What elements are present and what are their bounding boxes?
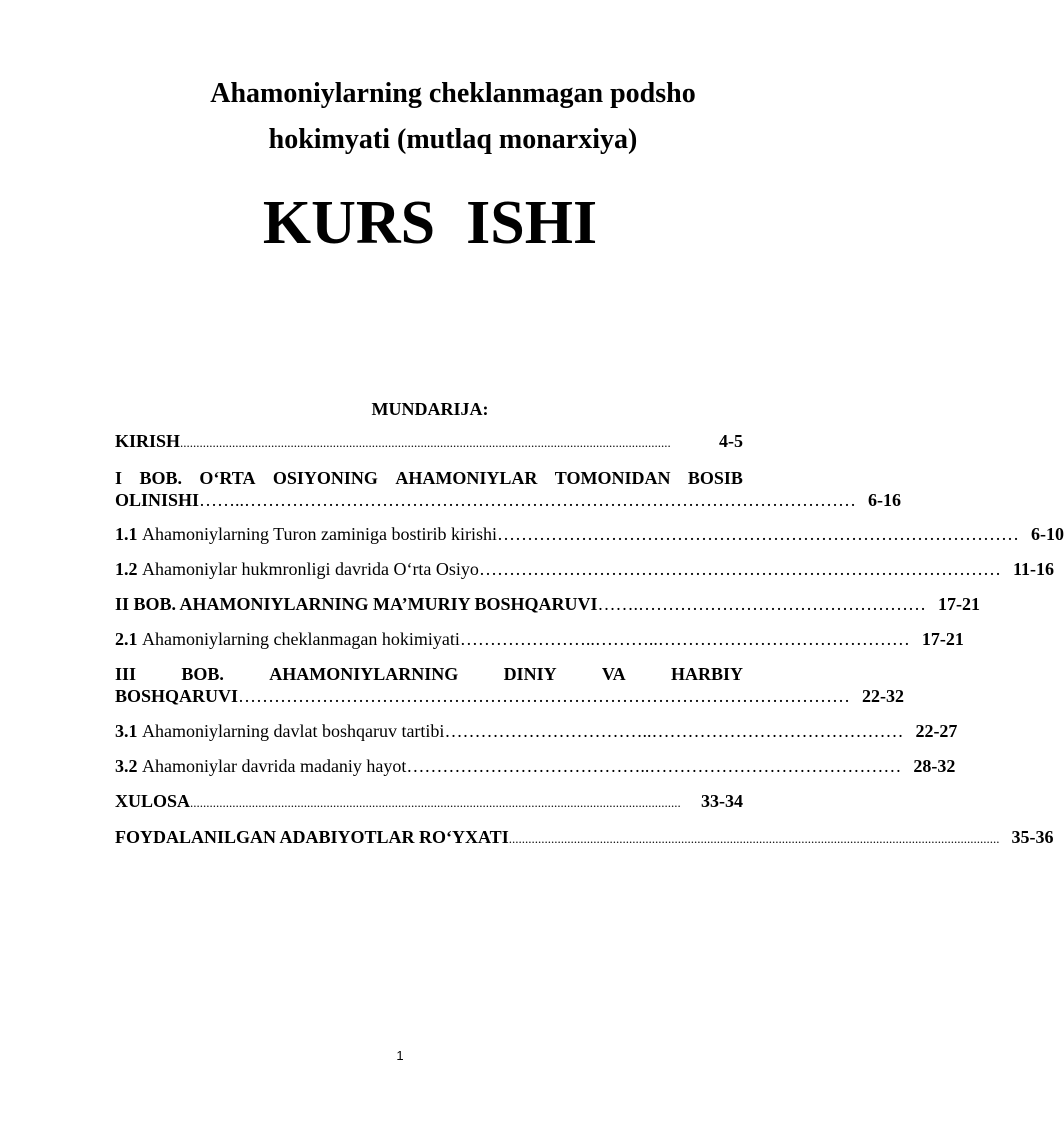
- toc-entry-3-2[interactable]: [115, 755, 956, 777]
- toc-word: BOB.: [139, 468, 182, 488]
- toc-entry-references[interactable]: [115, 826, 1054, 850]
- toc-dot-leader: .......................................................................................................................................................: [180, 435, 671, 450]
- toc-entry-text: Ahamoniylar davrida madaniy hayot: [142, 756, 407, 776]
- toc-entry-text: Ahamoniylarning davlat boshqaruv tartibi: [142, 721, 445, 741]
- toc-entry-title: [115, 720, 444, 742]
- toc-entry-pages: 6-10: [1030, 524, 1064, 544]
- toc-entry-pages: 33-34: [701, 791, 743, 811]
- toc-word: BOSIB: [687, 468, 743, 488]
- toc-entry-chapter-3[interactable]: [115, 663, 905, 707]
- toc-word: I: [115, 468, 123, 488]
- toc-entry-3-1[interactable]: [115, 720, 958, 742]
- toc-entry-pages: 28-32: [913, 756, 956, 776]
- document-title: KURS ISHI: [262, 189, 598, 257]
- toc-entry-number: 3.2: [115, 756, 138, 776]
- toc-entry-number: 2.1: [115, 629, 138, 649]
- toc-dot-leader: ……………………………..……………………………………: [444, 721, 904, 741]
- toc-entry-title-line-1: [115, 467, 743, 489]
- toc-word: BOB.: [181, 664, 224, 684]
- toc-word: OSIYONING: [272, 468, 378, 488]
- document-subtitle-line-2: hokimyati (mutlaq monarxiya): [268, 124, 638, 155]
- toc-entry-pages: 4-5: [719, 431, 743, 451]
- toc-entry-text: Ahamoniylarning cheklanmagan hokimiyati: [142, 629, 460, 649]
- page-number: 1: [396, 1048, 404, 1063]
- toc-entry-1-2[interactable]: [115, 558, 1054, 580]
- toc-word: DINIY: [503, 664, 557, 684]
- toc-dot-leader: …………………………………..……………………………………: [406, 756, 902, 776]
- toc-entry-pages: 6-16: [868, 490, 902, 510]
- toc-entry-title-line-2: BOSHQARUVI: [115, 686, 239, 706]
- toc-entry-title: II BOB. AHAMONIYLARNING MA’MURIY BOSHQARUVI: [115, 594, 598, 614]
- toc-entry-title: [115, 755, 406, 777]
- toc-word: HARBIY: [670, 664, 743, 684]
- toc-entry-pages: 35-36: [1011, 827, 1054, 847]
- document-subtitle-line-1: Ahamoniylarning cheklanmagan podsho: [210, 78, 696, 109]
- toc-entry-pages: 17-21: [938, 594, 981, 614]
- toc-entry-title: [115, 628, 460, 650]
- toc-entry-title-line-2: OLINISHI: [115, 490, 200, 510]
- toc-entry-number: 3.1: [115, 721, 138, 741]
- toc-entry-number: 1.2: [115, 559, 138, 579]
- toc-dot-leader: .......................................................................................................................................................: [190, 795, 681, 810]
- toc-word: O‘RTA: [199, 468, 256, 488]
- toc-dot-leader: …………………..………..……………………………………: [459, 629, 910, 649]
- toc-word: TOMONIDAN: [554, 468, 671, 488]
- toc-entry-chapter-1[interactable]: [115, 467, 902, 511]
- toc-dot-leader: …………………………………………………………………………………………: [238, 686, 851, 706]
- toc-entry-title-line-1: [115, 663, 743, 685]
- toc-word: AHAMONIYLAR: [395, 468, 538, 488]
- toc-entry-title: XULOSA: [115, 791, 191, 811]
- toc-entry-kirish[interactable]: [115, 430, 743, 454]
- toc-entry-text: Ahamoniylar hukmronligi davrida O‘rta Osiyo: [142, 559, 479, 579]
- toc-entry-xulosa[interactable]: [115, 790, 743, 814]
- toc-dot-leader: ……………………………………………………………………………: [478, 559, 1001, 579]
- toc-entry-1-1[interactable]: [115, 523, 1064, 545]
- toc-word: III: [115, 664, 137, 684]
- toc-entry-pages: 11-16: [1012, 559, 1054, 579]
- toc-entry-pages: 22-27: [915, 721, 958, 741]
- toc-word: VA: [601, 664, 626, 684]
- toc-entry-text: Ahamoniylarning Turon zaminiga bostirib kirishi: [142, 524, 497, 544]
- toc-entry-title: [115, 523, 497, 545]
- toc-entry-title: FOYDALANILGAN ADABIYOTLAR RO‘YXATI: [115, 827, 509, 847]
- toc-entry-title: [115, 558, 479, 580]
- toc-entry-2-1[interactable]: [115, 628, 964, 650]
- toc-entry-pages: 22-32: [862, 686, 905, 706]
- toc-heading: MUNDARIJA:: [371, 399, 489, 419]
- toc-entry-number: 1.1: [115, 524, 138, 544]
- toc-dot-leader: ……..…………………………………………………………………………………………: [199, 490, 857, 510]
- toc-dot-leader: …….…………………………………………: [597, 594, 927, 614]
- toc-dot-leader: .......................................................................................................................................................: [508, 831, 1000, 846]
- toc-dot-leader: ……………………………………………………………………………: [496, 524, 1019, 544]
- toc-entry-pages: 17-21: [921, 629, 964, 649]
- toc-entry-chapter-2[interactable]: [115, 593, 981, 615]
- toc-word: AHAMONIYLARNING: [269, 664, 459, 684]
- toc-entry-title: KIRISH: [115, 431, 181, 451]
